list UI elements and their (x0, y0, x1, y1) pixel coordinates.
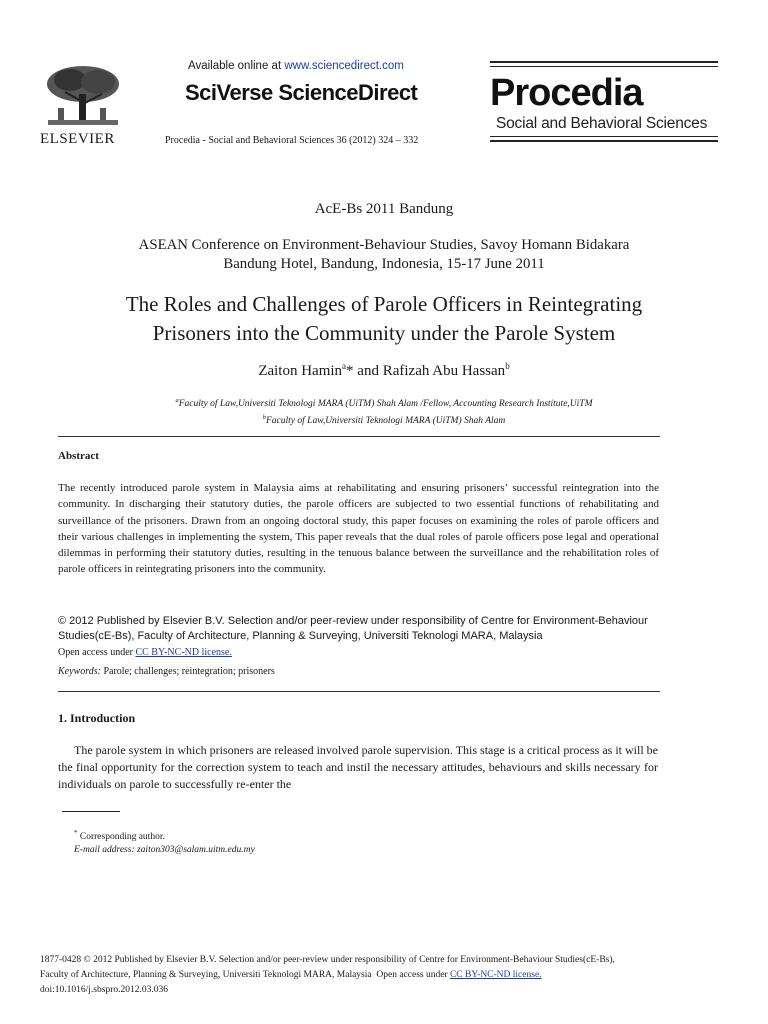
footer-line-2-text: Faculty of Architecture, Planning & Surveying, Universiti Teknologi MARA, Malaysia (40, 970, 372, 980)
corresponding-mark: * (346, 363, 354, 379)
page-footer (40, 953, 730, 998)
license-link[interactable]: CC BY-NC-ND license. (135, 647, 232, 658)
author-1-affil: a (342, 361, 347, 371)
paper-title (0, 290, 768, 348)
author-2: and Rafizah Abu Hassan (353, 363, 506, 379)
open-access (58, 647, 232, 658)
abstract-heading: Abstract (58, 450, 99, 462)
elsevier-wordmark: ELSEVIER (40, 131, 115, 147)
footnote-mark: * (74, 829, 78, 837)
footnote-rule (62, 811, 120, 812)
affiliation-a (0, 394, 768, 411)
procedia-rule-bottom (490, 140, 718, 142)
author-2-affil: b (505, 361, 510, 371)
conference-short: AcE-Bs 2011 Bandung (314, 201, 454, 217)
footer-license-link[interactable]: CC BY-NC-ND license. (449, 970, 542, 980)
affil-b-text: Faculty of Law,Universiti Teknologi MARA (UiTM) Shah Alam (266, 416, 506, 427)
sciverse-brand: SciVerse ScienceDirect (185, 80, 418, 105)
keywords-list: Parole; challenges; reintegration; prisoners (100, 666, 275, 677)
sciencedirect-link[interactable]: www.sciencedirect.com (284, 60, 404, 72)
procedia-rule-bottom-thin (490, 136, 718, 137)
footer-line-1: 1877-0428 © 2012 Published by Elsevier B.V. Selection and/or peer-review under responsibility of Centre for Environment-Behaviour Studies(cE-Bs), (40, 955, 615, 965)
title-line-2: Prisoners into the Community under the Parole System (152, 321, 616, 345)
author-1: Zaiton Hamin (258, 363, 343, 379)
conference-line-2: Bandung Hotel, Bandung, Indonesia, 15-17 June 2011 (223, 256, 545, 272)
footnote-email (74, 845, 255, 855)
open-access-prefix: Open access under (58, 647, 136, 658)
procedia-subtitle: Social and Behavioral Sciences (496, 115, 708, 132)
copyright-notice: © 2012 Published by Elsevier B.V. Selection and/or peer-review under responsibility of Centre for Environment-Behaviour Studies(cE-Bs), Faculty of Architecture, Planning & Surveying, Universiti Teknologi MARA, Malaysia (58, 615, 648, 642)
authors (0, 361, 768, 380)
keywords-label: Keywords: (58, 666, 101, 677)
introduction-body: The parole system in which prisoners are released involved parole supervision. This stage is a critical process as it will be the final opportunity for the correction system to teach and instil the necessary attitudes, behaviours and skills necessary for individuals on parole to successfully re-enter the (58, 743, 658, 792)
divider-bottom (58, 691, 660, 692)
affiliations (0, 394, 768, 428)
affil-a-text: Faculty of Law,Universiti Teknologi MARA (UiTM) Shah Alam /Fellow, Accounting Research Institute,UiTM (178, 399, 593, 410)
conference-full (0, 236, 768, 274)
procedia-logo: Procedia (490, 72, 643, 114)
footnote-corresponding (74, 829, 165, 842)
divider-top (58, 436, 660, 437)
footer-line-2 (40, 968, 730, 983)
available-prefix: Available online at (188, 60, 285, 72)
email-label: E-mail address (74, 845, 132, 855)
available-online (188, 60, 404, 72)
footer-doi: doi:10.1016/j.sbspro.2012.03.036 (40, 985, 168, 995)
keywords (58, 666, 275, 677)
affiliation-b (0, 411, 768, 428)
journal-citation: Procedia - Social and Behavioral Sciences 36 (2012) 324 – 332 (165, 135, 419, 146)
procedia-rule-top (490, 61, 718, 63)
conference-line-1: ASEAN Conference on Environment-Behaviour Studies, Savoy Homann Bidakara (138, 237, 630, 253)
affil-a-sup: a (175, 397, 179, 404)
footnote-corresponding-text: Corresponding author. (77, 832, 165, 843)
affil-b-sup: b (262, 414, 266, 422)
abstract-body: The recently introduced parole system in Malaysia aims at rehabilitating and ensuring prisoners’ successful reintegration into the community. In discharging their statutory duties, the parole officers are subjected to two essential functions of rehabilitating and surveillance of the prisoners. Drawn from an ongoing doctoral study, this paper focuses on examining the roles of parole officers and their various challenges in implementing the system, This paper reveals that the dual roles of parole officers pose legal and operational dilemmas in performing their statutory duties, resulting in the tenuous balance between the surveillance and the rehabilitation roles of parole officers in reintegrating prisoners into the community. (58, 482, 659, 576)
title-line-1: The Roles and Challenges of Parole Officers in Reintegrating (125, 292, 643, 316)
procedia-rule-top-thin (490, 66, 718, 67)
section-heading-introduction: 1. Introduction (58, 711, 136, 725)
footer-open-access: Open access under (371, 970, 450, 980)
email-address: : zaiton303@salam.uitm.edu.my (131, 845, 255, 855)
